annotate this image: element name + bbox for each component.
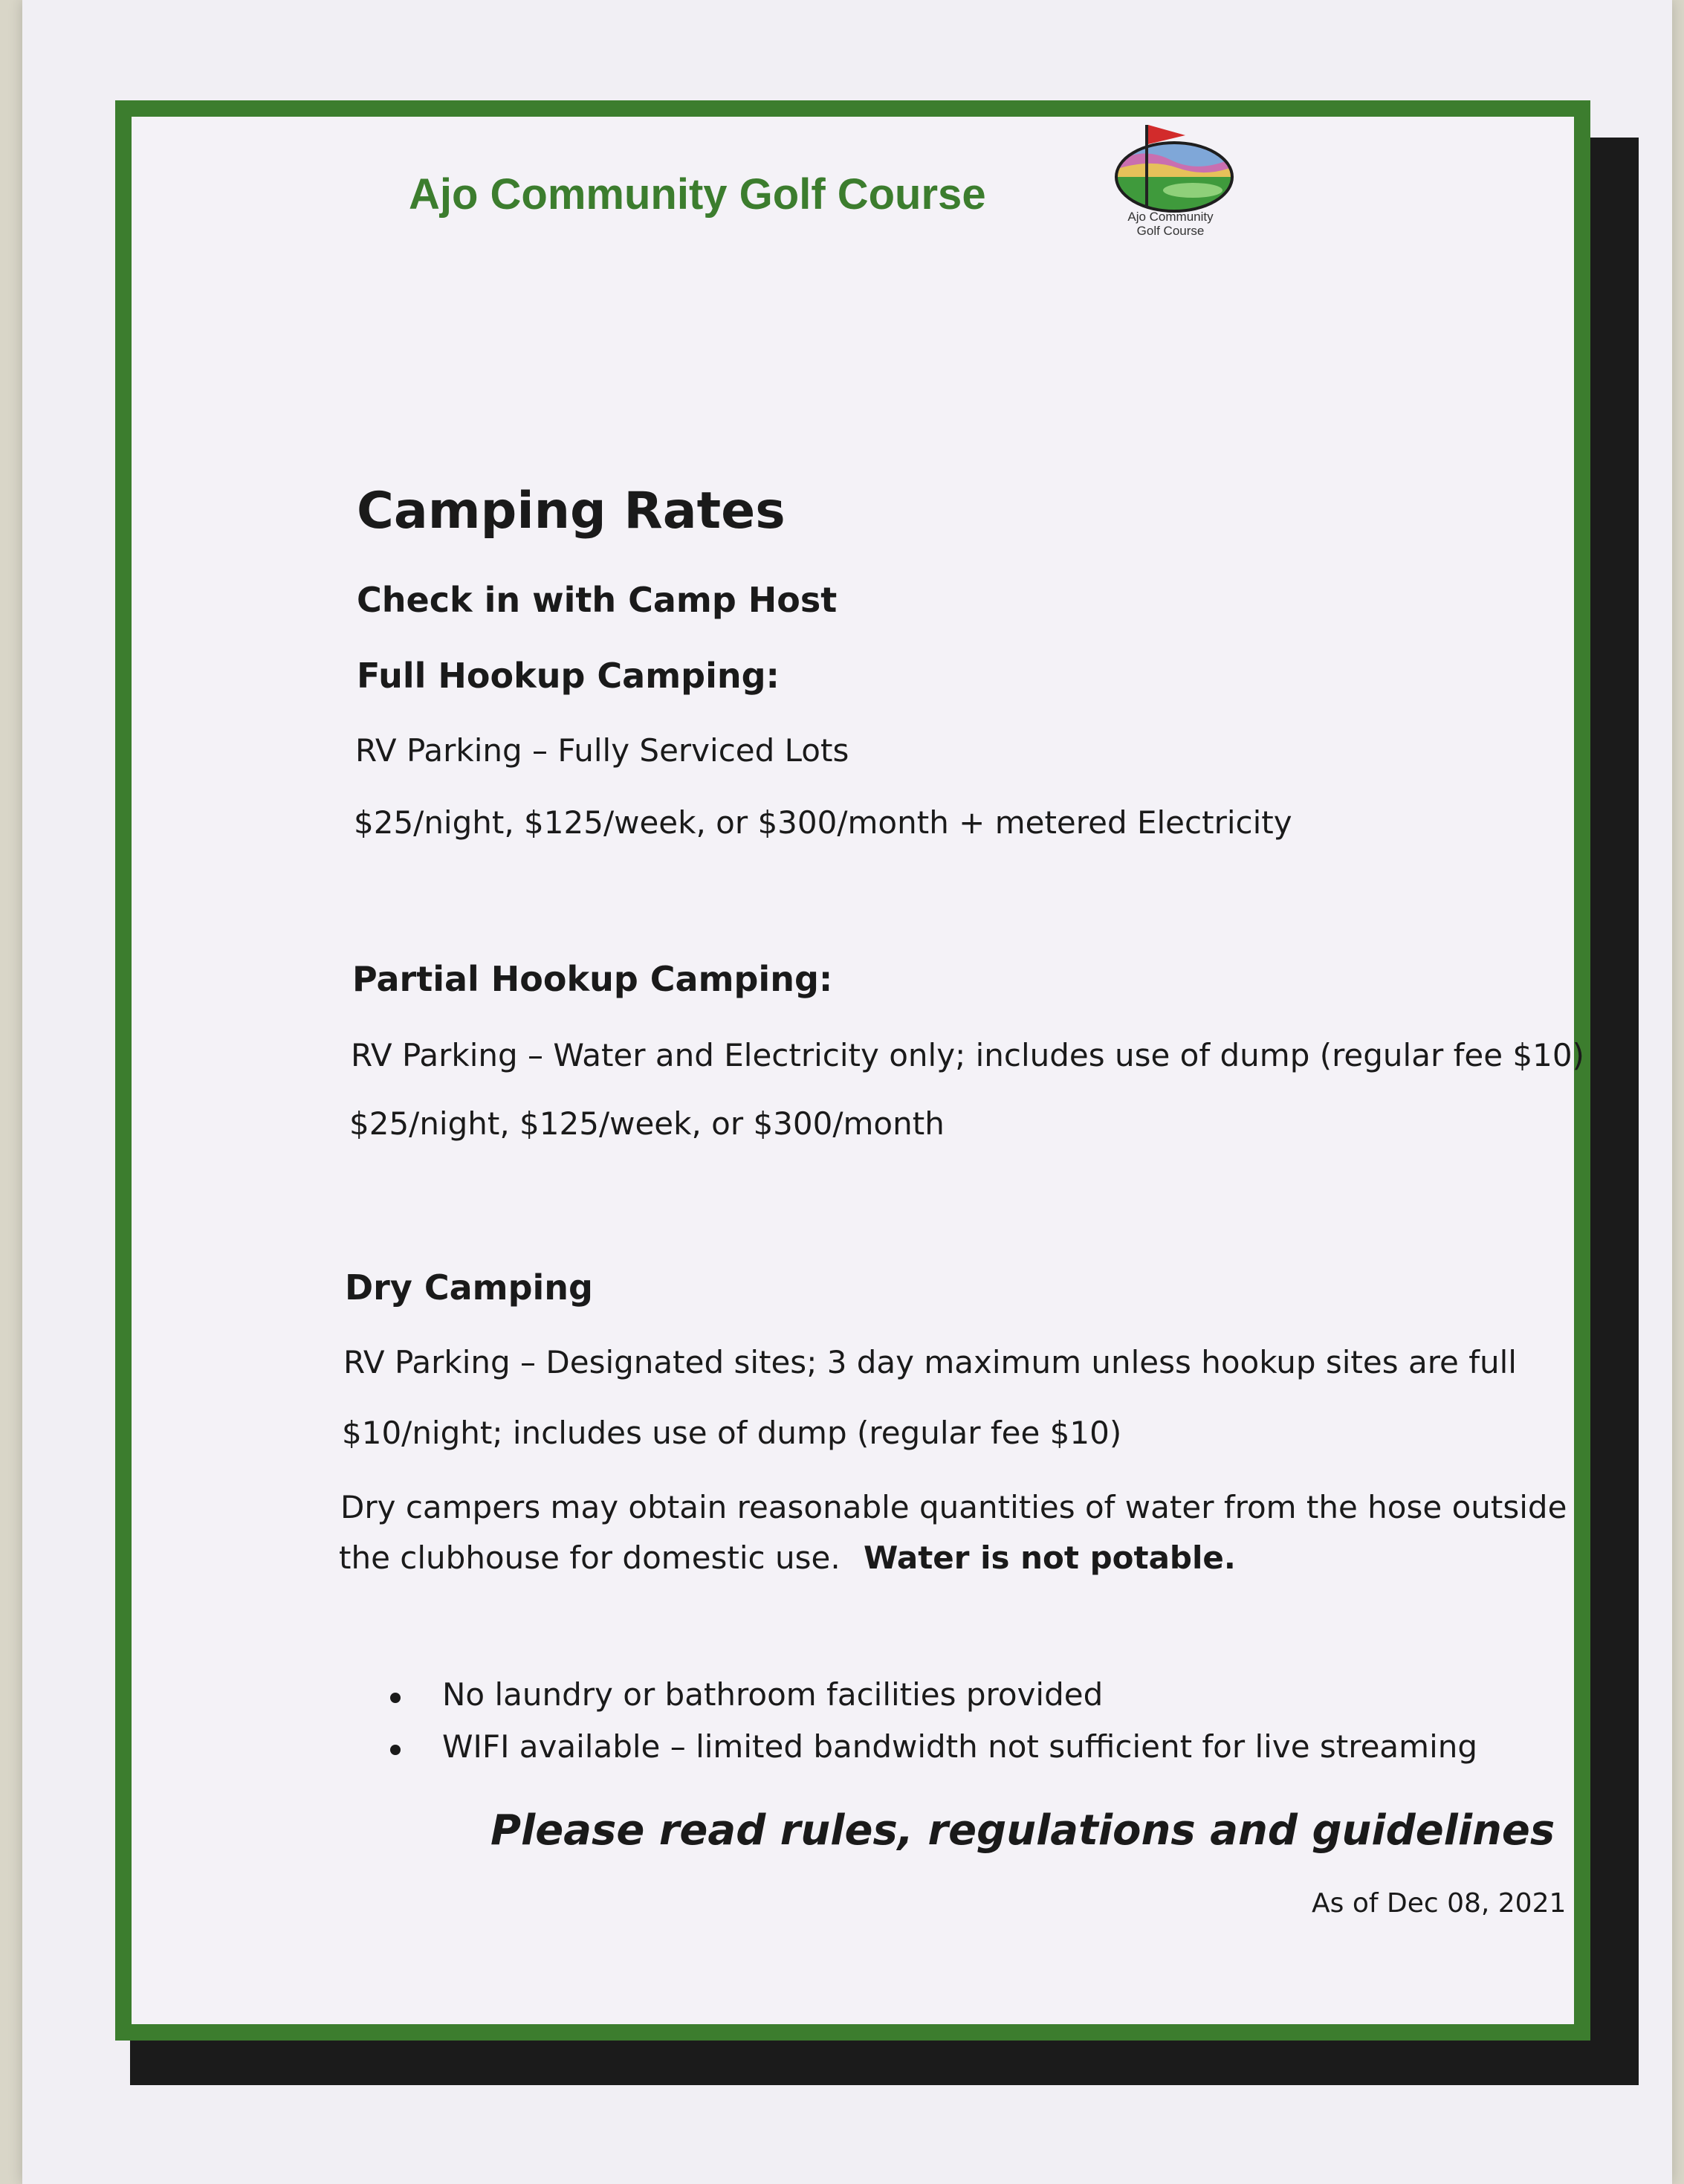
bullet-icon (390, 1745, 401, 1755)
partial-hookup-line1: RV Parking – Water and Electricity only; includes use of dump (regular fee $10) (351, 1037, 1584, 1073)
full-hookup-line1: RV Parking – Fully Serviced Lots (355, 732, 849, 769)
as-of-date: As of Dec 08, 2021 (1312, 1888, 1567, 1919)
page-title: Camping Rates (357, 482, 786, 540)
paper-sheet (22, 0, 1672, 2184)
logo-caption-line2: Golf Course (1136, 224, 1205, 238)
full-hookup-title: Full Hookup Camping: (357, 656, 780, 696)
full-hookup-line2: $25/night, $125/week, or $300/month + metered Electricity (354, 804, 1292, 841)
bullet-text: WIFI available – limited bandwidth not sufficient for live streaming (442, 1728, 1478, 1765)
dry-camping-note-text: the clubhouse for domestic use. (339, 1540, 841, 1576)
bullet-icon (390, 1693, 401, 1703)
course-title: Ajo Community Golf Course (409, 170, 986, 219)
logo-caption (1115, 210, 1226, 238)
dry-camping-note-line1: Dry campers may obtain reasonable quantities of water from the hose outside (340, 1489, 1567, 1525)
closing-note: Please read rules, regulations and guidelines (490, 1806, 1555, 1855)
dry-camping-title: Dry Camping (345, 1267, 593, 1308)
partial-hookup-line2: $25/night, $125/week, or $300/month (349, 1105, 945, 1142)
dry-camping-note-line2 (339, 1540, 1236, 1576)
logo-caption-line1: Ajo Community (1127, 210, 1214, 224)
dry-camping-line1: RV Parking – Designated sites; 3 day maximum unless hookup sites are full (343, 1344, 1517, 1380)
bullet-text: No laundry or bathroom facilities provided (442, 1676, 1104, 1713)
check-in-heading: Check in with Camp Host (357, 580, 838, 620)
water-not-potable: Water is not potable. (864, 1540, 1236, 1576)
header (409, 119, 1375, 253)
partial-hookup-title: Partial Hookup Camping: (352, 959, 833, 999)
dry-camping-line2: $10/night; includes use of dump (regular fee $10) (342, 1415, 1122, 1451)
